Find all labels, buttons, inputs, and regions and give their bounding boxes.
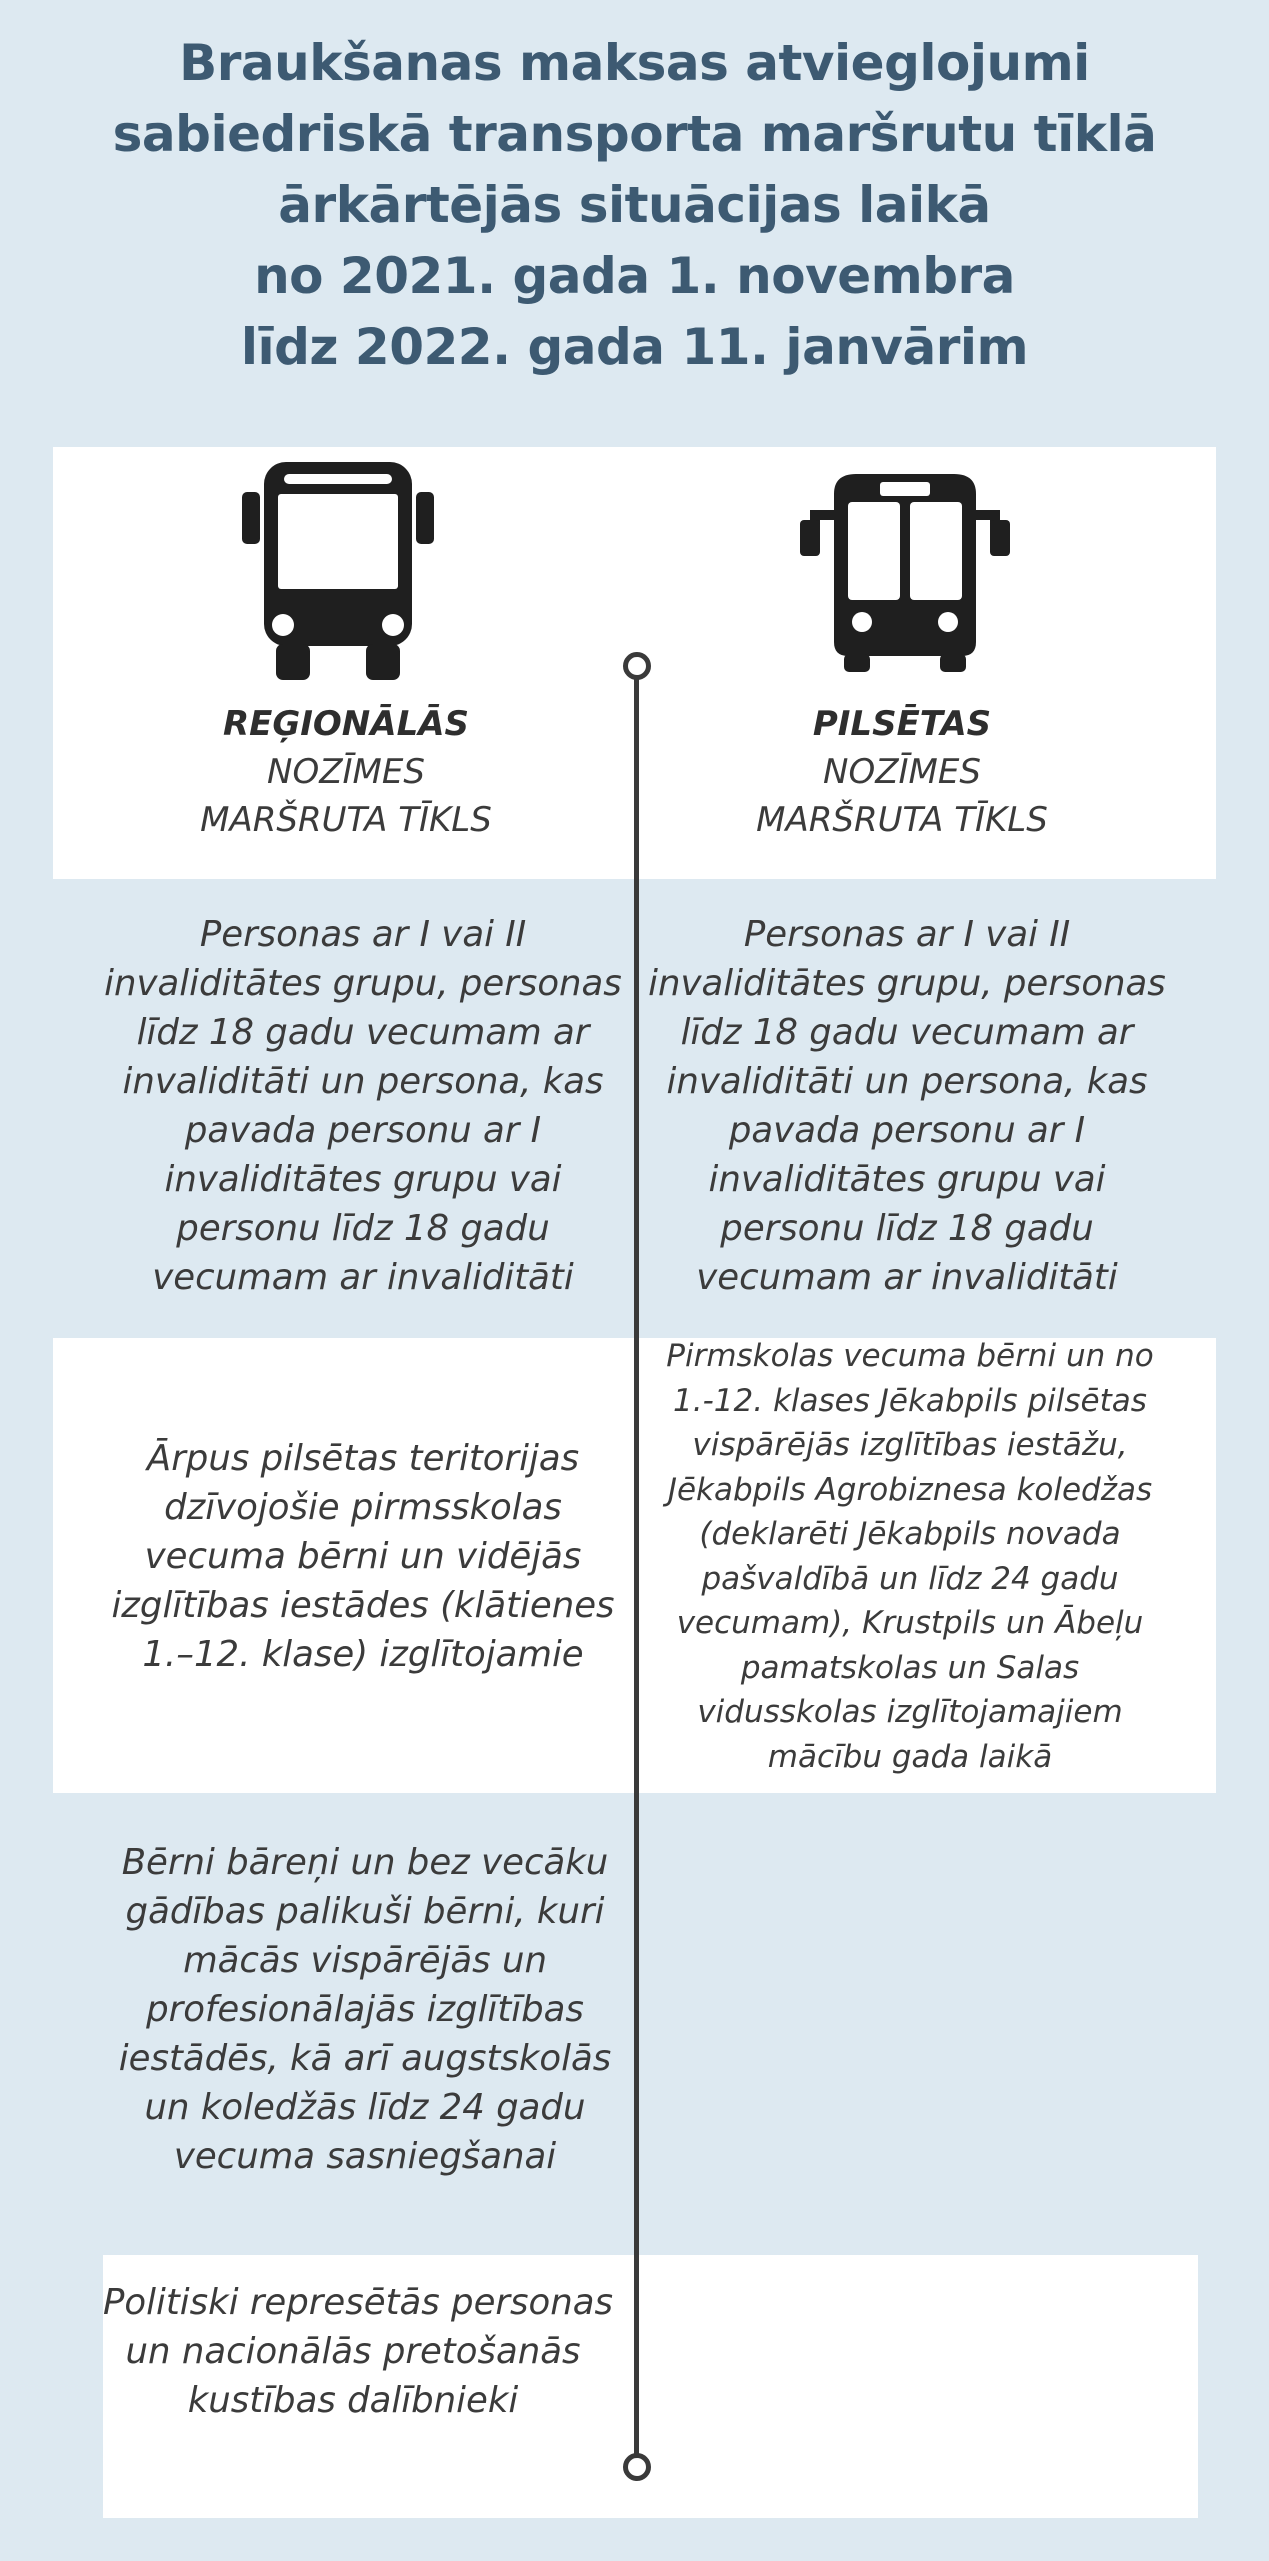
row-2-regional-text: [73, 1434, 653, 1679]
text-line: iestādēs, kā arī augstskolās: [118, 2038, 612, 2079]
title-line: ārkārtējās situācijas laikā: [278, 176, 991, 234]
city-heading-line: MARŠRUTA TĪKLS: [756, 800, 1048, 840]
regional-heading-line: NOZĪMES: [267, 752, 425, 792]
text-line: dzīvojošie pirmsskolas: [164, 1487, 562, 1528]
title-line: sabiedriskā transporta maršrutu tīklā: [112, 105, 1157, 163]
text-line: 1.–12. klase) izglītojamie: [142, 1634, 584, 1675]
text-line: pašvaldībā un līdz 24 gadu: [701, 1560, 1119, 1597]
bus-front-icon: [240, 462, 436, 682]
title-line: Braukšanas maksas atvieglojumi: [179, 34, 1090, 92]
text-line: Personas ar I vai II: [199, 914, 527, 955]
text-line: Ārpus pilsētas teritorijas: [146, 1438, 580, 1479]
text-line: personu līdz 18 gadu: [176, 1208, 550, 1249]
city-heading: [702, 700, 1102, 844]
regional-heading-bold: REĢIONĀLĀS: [222, 704, 470, 744]
text-line: invaliditātes grupu vai: [708, 1159, 1106, 1200]
regional-heading-line: MARŠRUTA TĪKLS: [200, 800, 492, 840]
text-line: pamatskolas un Salas: [740, 1649, 1080, 1686]
row-4-regional-text: [103, 2278, 613, 2425]
text-line: pavada personu ar I: [728, 1110, 1086, 1151]
text-line: un koledžās līdz 24 gadu: [144, 2087, 586, 2128]
text-line: pavada personu ar I: [184, 1110, 542, 1151]
text-line: vecumam), Krustpils un Ābeļu: [676, 1605, 1144, 1641]
city-heading-line: NOZĪMES: [823, 752, 981, 792]
text-line: profesionālajās izglītības: [146, 1989, 584, 2030]
text-line: līdz 18 gadu vecumam ar: [680, 1012, 1134, 1053]
text-line: Politiski represētās personas: [103, 2282, 613, 2323]
city-heading-bold: PILSĒTAS: [812, 704, 992, 744]
text-line: personu līdz 18 gadu: [720, 1208, 1094, 1249]
text-line: invaliditāti un persona, kas: [122, 1061, 604, 1102]
text-line: vecuma bērni un vidējās: [144, 1536, 582, 1577]
page-title: [0, 28, 1269, 383]
bus-front-icon: [796, 472, 1014, 672]
row-1-city-text: [617, 910, 1197, 1302]
text-line: invaliditātes grupu, personas: [104, 963, 622, 1004]
text-line: invaliditātes grupu, personas: [648, 963, 1166, 1004]
text-line: mācās vispārējās un: [183, 1940, 547, 1981]
timeline-node-bottom: [623, 2453, 651, 2481]
text-line: vecumam ar invaliditāti: [152, 1257, 574, 1298]
text-line: Jēkabpils Agrobiznesa koledžas: [667, 1471, 1153, 1508]
text-line: (deklarēti Jēkabpils novada: [699, 1516, 1121, 1552]
title-line: no 2021. gada 1. novembra: [254, 247, 1015, 305]
text-line: gādības palikuši bērni, kuri: [125, 1891, 605, 1932]
text-line: vecumam ar invaliditāti: [696, 1257, 1118, 1298]
text-line: invaliditāti un persona, kas: [666, 1061, 1148, 1102]
row-3-regional-text: [80, 1838, 650, 2181]
text-line: vidusskolas izglītojamajiem: [697, 1694, 1123, 1730]
regional-heading: [146, 700, 546, 844]
text-line: mācību gada laikā: [767, 1738, 1053, 1775]
text-line: vispārējās izglītības iestāžu,: [692, 1427, 1128, 1463]
text-line: Bērni bāreņi un bez vecāku: [121, 1842, 609, 1883]
title-line: līdz 2022. gada 11. janvārim: [240, 318, 1029, 376]
text-line: izglītības iestādes (klātienes: [111, 1585, 615, 1626]
row-2-city-text: [630, 1334, 1190, 1779]
text-line: invaliditātes grupu vai: [164, 1159, 562, 1200]
text-line: un nacionālās pretošanās: [125, 2331, 581, 2372]
text-line: Personas ar I vai II: [743, 914, 1071, 955]
row-1-regional-text: [73, 910, 653, 1302]
text-line: Pirmskolas vecuma bērni un no: [666, 1338, 1154, 1374]
text-line: vecuma sasniegšanai: [173, 2136, 557, 2177]
timeline-node-top: [623, 652, 651, 680]
text-line: 1.-12. klases Jēkabpils pilsētas: [673, 1382, 1147, 1419]
text-line: līdz 18 gadu vecumam ar: [136, 1012, 590, 1053]
text-line: kustības dalībnieki: [187, 2380, 519, 2421]
